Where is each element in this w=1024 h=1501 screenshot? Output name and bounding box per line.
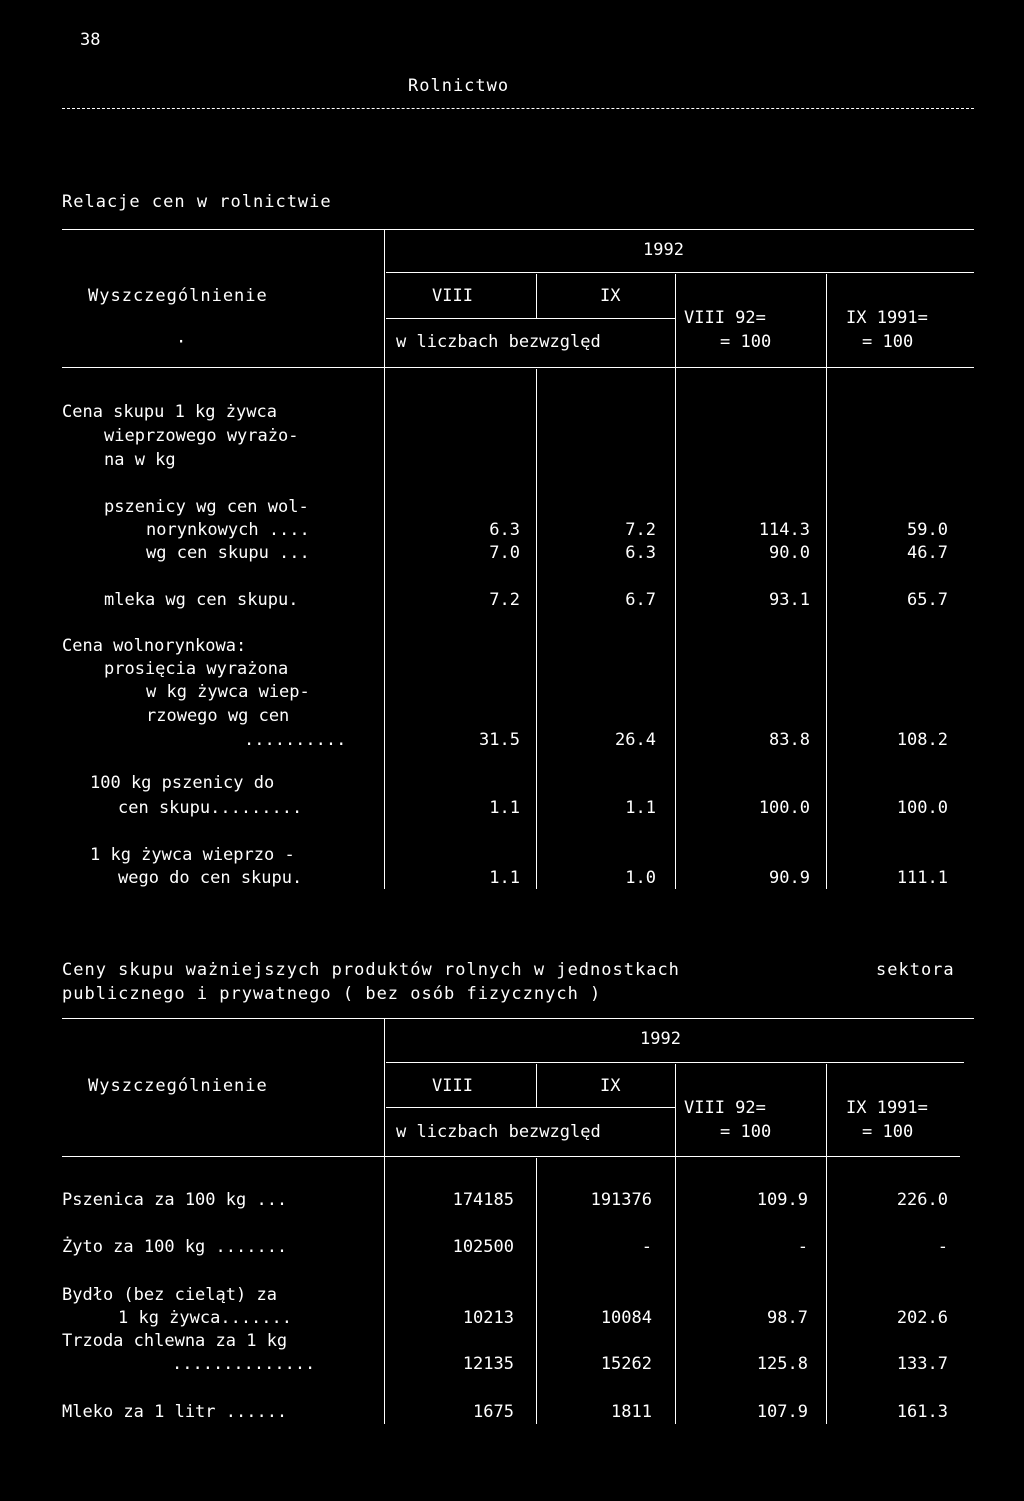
t1-cell: 26.4: [615, 730, 656, 750]
t2-cell: 109.9: [756, 1190, 808, 1210]
t2-cell: 191376: [590, 1190, 652, 1210]
t1-label: wg cen skupu ...: [146, 543, 310, 563]
table2-year-rule: [386, 1062, 964, 1063]
table2-idx2-top: IX 1991=: [846, 1098, 928, 1118]
t1-label: wieprzowego wyrażo-: [104, 426, 299, 446]
t2-label: Żyto za 100 kg .......: [62, 1237, 288, 1257]
t2-cell: 107.9: [756, 1402, 808, 1422]
table1-vline-2b: [536, 369, 537, 889]
t2-cell: -: [937, 1237, 948, 1257]
t1-cell: 100.0: [758, 798, 810, 818]
t1-label: rzowego wg cen: [146, 706, 290, 726]
t1-cell: 100.0: [896, 798, 948, 818]
table2-vline-3: [675, 1064, 676, 1424]
t1-label: na w kg: [104, 450, 176, 470]
t1-cell: 65.7: [907, 590, 948, 610]
t2-cell: 1675: [473, 1402, 514, 1422]
table2-stub-header: Wyszczególnienie: [88, 1076, 268, 1096]
t1-cell: 1.1: [489, 798, 520, 818]
table2-idx2-bottom: = 100: [862, 1122, 914, 1142]
t2-cell: -: [641, 1237, 652, 1257]
table1-idx1-bottom: = 100: [720, 332, 772, 352]
t1-cell: 83.8: [769, 730, 810, 750]
t1-cell: 1.1: [625, 798, 656, 818]
t1-cell: 6.3: [489, 520, 520, 540]
t2-cell: 174185: [452, 1190, 514, 1210]
t1-label: Cena wolnorynkowa:: [62, 636, 247, 656]
t1-cell: 7.2: [625, 520, 656, 540]
table2-title-line2: publicznego i prywatnego ( bez osób fizycznych ): [62, 984, 602, 1004]
t1-label: w kg żywca wiep-: [146, 682, 310, 702]
table1-vline-2a: [536, 274, 537, 318]
table1-idx1-top: VIII 92=: [684, 308, 766, 328]
t2-cell: 161.3: [896, 1402, 948, 1422]
t1-label: wego do cen skupu.: [118, 868, 303, 888]
t1-label: 1 kg żywca wieprzo -: [90, 845, 295, 865]
table2-title-line1: Ceny skupu ważniejszych produktów rolnych w jednostkach: [62, 960, 680, 980]
t1-label: ..........: [244, 730, 347, 750]
t2-label: Bydło (bez cieląt) za: [62, 1285, 277, 1305]
header-rule: [62, 108, 974, 109]
table2-idx1-top: VIII 92=: [684, 1098, 766, 1118]
table1-idx2-bottom: = 100: [862, 332, 914, 352]
t1-label: cen skupu.........: [118, 798, 303, 818]
t1-cell: 46.7: [907, 543, 948, 563]
table1-top-rule: [62, 229, 974, 230]
page-number: 38: [80, 30, 101, 50]
t1-cell: 7.0: [489, 543, 520, 563]
t1-cell: 108.2: [896, 730, 948, 750]
table1-stub-dot: ·: [176, 332, 187, 352]
t1-label: Cena skupu 1 kg żywca: [62, 402, 277, 422]
table2-vline-2a: [536, 1064, 537, 1107]
t2-cell: 10084: [600, 1308, 652, 1328]
t2-cell: 12135: [462, 1354, 514, 1374]
table2-vline-1: [384, 1018, 385, 1424]
t1-label: mleka wg cen skupu.: [104, 590, 299, 610]
table2-title-sektora: sektora: [876, 960, 955, 980]
t1-label: 100 kg pszenicy do: [90, 773, 275, 793]
t2-label: ..............: [172, 1354, 316, 1374]
table2-vline-2b: [536, 1158, 537, 1424]
t1-cell: 90.0: [769, 543, 810, 563]
t2-cell: 133.7: [896, 1354, 948, 1374]
t2-cell: 102500: [452, 1237, 514, 1257]
t1-cell: 1.1: [489, 868, 520, 888]
t1-cell: 111.1: [896, 868, 948, 888]
t1-cell: 6.7: [625, 590, 656, 610]
t2-cell: 125.8: [756, 1354, 808, 1374]
table1-col-ix: IX: [600, 286, 621, 306]
t1-label: norynkowych ....: [146, 520, 310, 540]
t2-label: Pszenica za 100 kg ...: [62, 1190, 288, 1210]
section-title: Rolnictwo: [408, 76, 510, 96]
t1-cell: 90.9: [769, 868, 810, 888]
table2-idx1-bottom: = 100: [720, 1122, 772, 1142]
table1-abs-label: w liczbach bezwzględ: [396, 332, 601, 352]
t2-label: Trzoda chlewna za 1 kg: [62, 1331, 288, 1351]
table1-year-rule: [386, 272, 974, 273]
t1-cell: 7.2: [489, 590, 520, 610]
table2-abs-rule: [386, 1107, 676, 1108]
table2-abs-label: w liczbach bezwzględ: [396, 1122, 601, 1142]
table2-top-rule: [62, 1018, 974, 1019]
t1-cell: 114.3: [758, 520, 810, 540]
table1-col-viii: VIII: [432, 286, 473, 306]
t2-cell: 10213: [462, 1308, 514, 1328]
t2-cell: -: [797, 1237, 808, 1257]
t2-label: 1 kg żywca.......: [118, 1308, 292, 1328]
t2-label: Mleko za 1 litr ......: [62, 1402, 288, 1422]
table2-year: 1992: [640, 1029, 681, 1049]
t2-cell: 15262: [600, 1354, 652, 1374]
t1-cell: 6.3: [625, 543, 656, 563]
table2-vline-4: [826, 1064, 827, 1424]
table1-stub-header: Wyszczególnienie: [88, 286, 268, 306]
t1-cell: 59.0: [907, 520, 948, 540]
table1-title: Relacje cen w rolnictwie: [62, 192, 332, 212]
t2-cell: 226.0: [896, 1190, 948, 1210]
table2-col-viii: VIII: [432, 1076, 473, 1096]
t1-label: pszenicy wg cen wol-: [104, 497, 309, 517]
table2-col-ix: IX: [600, 1076, 621, 1096]
table1-idx2-top: IX 1991=: [846, 308, 928, 328]
t1-label: prosięcia wyrażona: [104, 659, 289, 679]
t1-cell: 1.0: [625, 868, 656, 888]
table1-vline-4: [826, 274, 827, 889]
table1-year: 1992: [643, 240, 684, 260]
t2-cell: 1811: [611, 1402, 652, 1422]
t1-cell: 93.1: [769, 590, 810, 610]
table1-vline-1: [384, 229, 385, 889]
t1-cell: 31.5: [479, 730, 520, 750]
t2-cell: 202.6: [896, 1308, 948, 1328]
table1-head-rule: [62, 367, 974, 368]
table1-abs-rule: [386, 318, 676, 319]
table1-vline-3: [675, 274, 676, 889]
t2-cell: 98.7: [767, 1308, 808, 1328]
